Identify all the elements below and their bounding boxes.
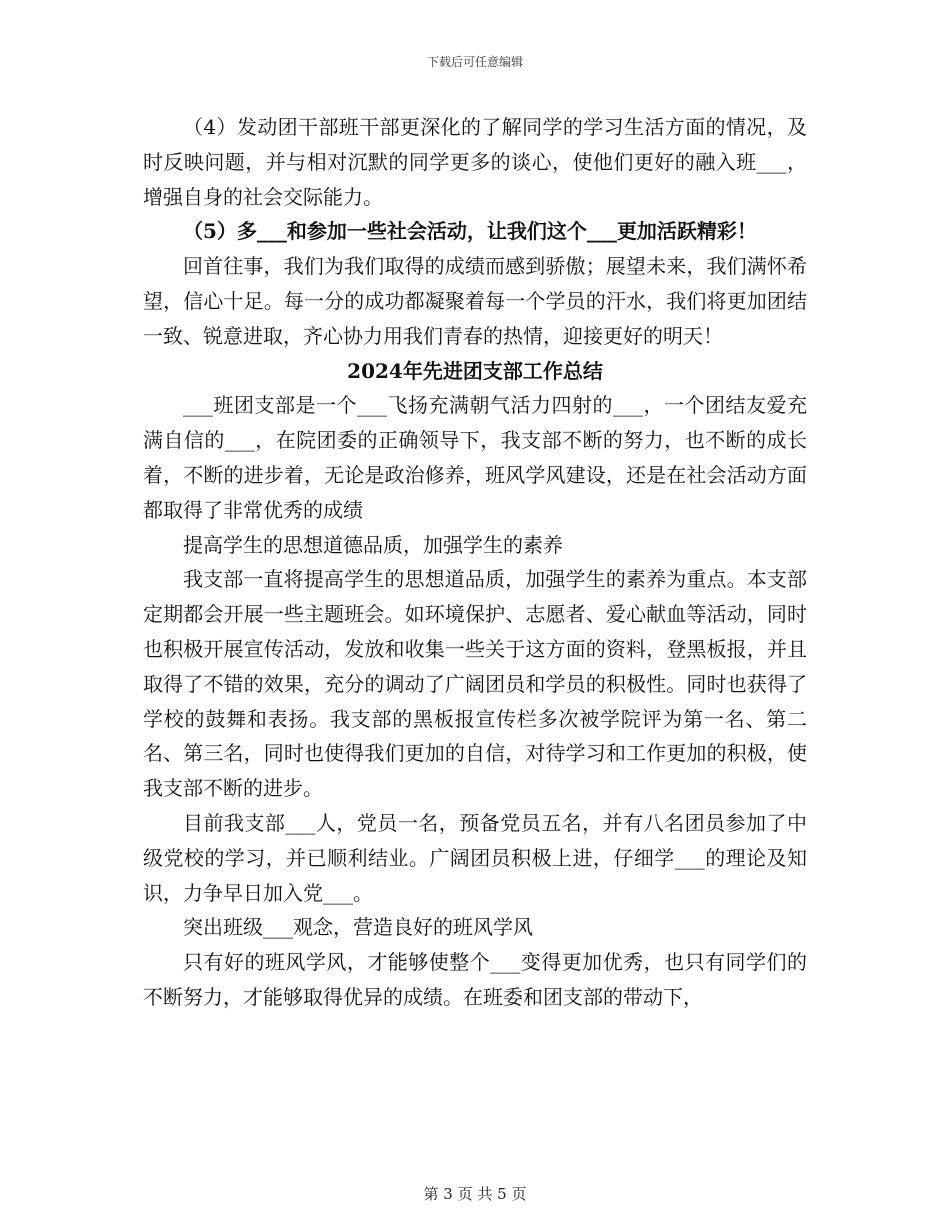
page-header: 下载后可任意编辑 xyxy=(426,55,523,69)
section-title: 2024年先进团支部工作总结 xyxy=(347,358,603,383)
paragraph-intro: ___班团支部是一个___飞扬充满朝气活力四射的___，一个团结友爱充满自信的___，在院团委的正确领导下，我支部不断的努力，也不断的成长着，不断的进步着，无论是政治修养，班风学风建设，还是在社会活动方面都取得了非常优秀的成绩 xyxy=(143,393,807,522)
paragraph-item-4: （4）发动团干部班干部更深化的了解同学的学习生活方面的情况，及时反映问题，并与相对沉默的同学更多的谈心，使他们更好的融入班___，增强自身的社会交际能力。 xyxy=(143,115,807,209)
subheading-class-spirit: 突出班级___观念，营造良好的班风学风 xyxy=(183,915,533,940)
paragraph-class-spirit: 只有好的班风学风，才能够使整个___变得更加优秀，也只有同学们的不断努力，才能够取得优异的成绩。在班委和团支部的带动下， xyxy=(143,950,807,1009)
paragraph-membership: 目前我支部___人，党员一名，预备党员五名，并有八名团员参加了中级党校的学习，并已顺利结业。广阔团员积极上进，仔细学___的理论及知识，力争早日加入党___。 xyxy=(143,810,807,905)
paragraph-conclusion: 回首往事，我们为我们取得的成绩而感到骄傲；展望未来，我们满怀希望，信心十足。每一分的成功都凝聚着每一个学员的汗水，我们将更加团结一致、锐意进取，齐心协力用我们青春的热情，迎接更好的明天！ xyxy=(143,254,807,348)
paragraph-moral-quality: 我支部一直将提高学生的思想道品质，加强学生的素养为重点。本支部定期都会开展一些主题班会。如环境保护、志愿者、爱心献血等活动，同时也积极开展宣传活动，发放和收集一些关于这方面的资料，登黑板报，并且取得了不错的效果，充分的调动了广阔团员和学员的积极性。同时也获得了学校的鼓舞和表扬。我支部的黑板报宣传栏多次被学院评为第一名、第二名、第三名，同时也使得我们更加的自信，对待学习和工作更加的积极，使我支部不断的进步。 xyxy=(143,567,807,801)
paragraph-item-5: （5）多___和参加一些社会活动，让我们这个___更加活跃精彩！ xyxy=(183,219,757,244)
page-number: 第 3 页 共 5 页 xyxy=(423,1185,527,1203)
document-body xyxy=(143,110,807,1015)
subheading-moral-quality: 提高学生的思想道德品质，加强学生的素养 xyxy=(183,532,563,557)
